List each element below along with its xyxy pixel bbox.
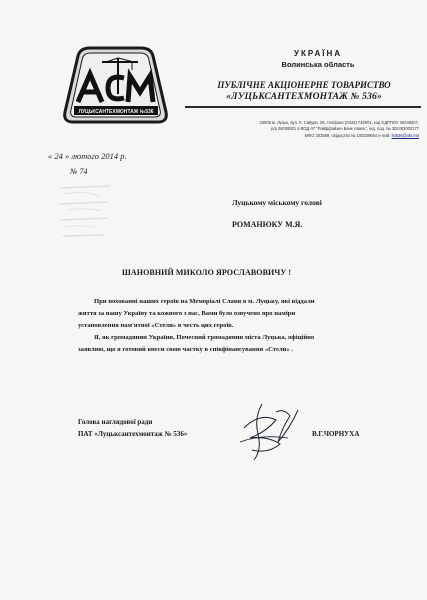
email-link[interactable]: lst536@ukr.net [391, 132, 419, 138]
addressee-position: Луцькому міському голові [232, 198, 322, 207]
header-region: Волинська область [281, 60, 355, 69]
header-country: УКРАЇНА [293, 49, 343, 58]
signer-organization: ПАТ «Луцьксантехмонтаж № 536» [78, 430, 188, 438]
company-logo [58, 38, 173, 138]
address-line-prefix: МФО 303589, свідоцтво № 100339654 e-mail: [304, 132, 392, 138]
body-line: установлення пам'ятної «Стели» в честь цих героїв. [78, 322, 234, 329]
body-line: життя за нашу Україну та кожного з нас, Вами було озвучено про наміри [78, 310, 296, 317]
logo-text: ЛУЦЬКСАНТЕХМОНТАЖ №536 [78, 109, 154, 115]
body-line: Я, як громадянин України, Почесний громадянин міста Луцька, офіційно [94, 334, 315, 341]
body-line: заявляю, що я готовий внеси свою частку в співфінансування «Стели» . [78, 346, 294, 353]
letter-date: « 24 » лютого 2014 р. [48, 151, 127, 161]
addressee-name: РОМАНЮКУ М.Я. [232, 220, 303, 229]
faint-stamp [55, 180, 115, 250]
address-line: р/р 26008821 в ВОД АТ "Райффайзен Банк Аваль", інд. под. № 302483003177 [271, 126, 419, 132]
handwritten-signature [232, 398, 304, 464]
letter-body [78, 296, 408, 356]
signer-name: В.Г.ЧОРНУХА [312, 430, 360, 438]
header-org-name: «ЛУЦЬКСАНТЕХМОНТАЖ № 536» [226, 92, 382, 102]
header-org-type: ПУБЛІЧНЕ АКЦІОНЕРНЕ ТОВАРИСТВО [217, 80, 391, 90]
header-divider [185, 106, 421, 108]
body-line: При похованні наших героїв на Меморіалі Слави в м. Луцьку, які віддали [94, 298, 315, 305]
letter-number: № 74 [70, 167, 88, 176]
salutation: ШАНОВНИЙ МИКОЛО ЯРОСЛАВОВИЧУ ! [122, 268, 292, 277]
company-address [214, 120, 419, 139]
signer-title: Голова наглядової ради [78, 418, 153, 426]
address-line: 43005 м. Луцьк, вул. К. Савури, 29, тел/факс (0332) 746001, код ЄДРПОУ 30248307, [259, 120, 419, 125]
address-line-contacts [214, 133, 419, 139]
